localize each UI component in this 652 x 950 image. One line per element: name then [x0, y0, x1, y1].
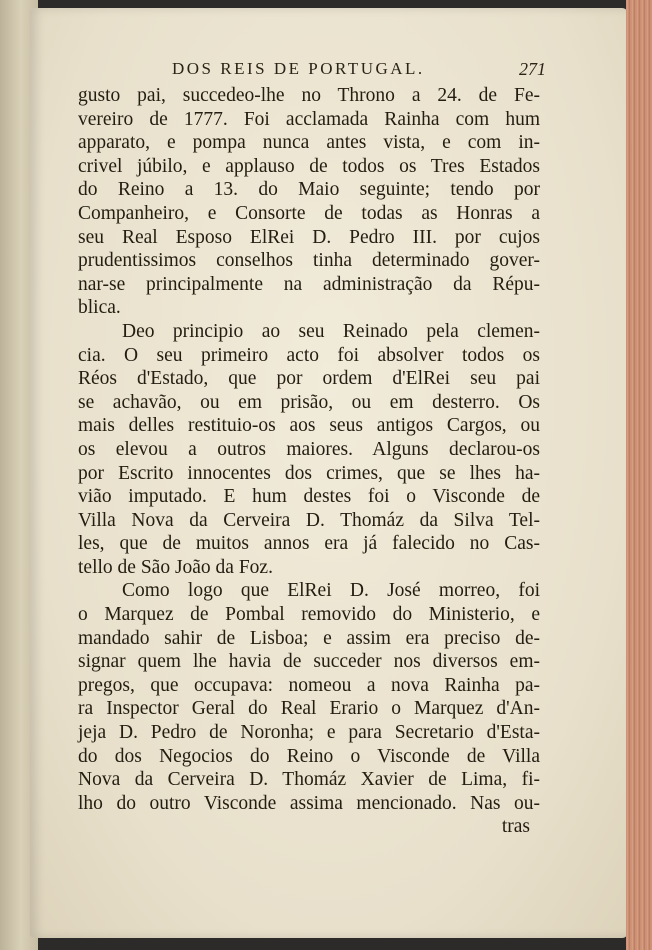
text-line: se achavão, ou em prisão, ou em desterro. Os: [78, 391, 540, 413]
text-line: vião imputado. E hum destes foi o Visconde de: [78, 486, 540, 508]
text-line: gusto pai, succedeo-lhe no Throno a 24. de Fe-: [78, 85, 540, 106]
text-line: Deo principio ao seu Reinado pela clemen-: [122, 320, 540, 342]
text-line: vereiro de 1777. Foi acclamada Rainha com hum: [78, 108, 540, 130]
body-text: [78, 84, 540, 839]
text-line: ra Inspector Geral do Real Erario o Marquez d'An-: [78, 698, 540, 720]
text-line: mais delles restituio-os aos seus antigos Cargos, ou: [78, 415, 540, 437]
text-line: do dos Negocios do Reino o Visconde de Villa: [78, 745, 540, 767]
text-line: por Escrito innocentes dos crimes, que se lhes ha-: [78, 462, 540, 484]
text-line: pregos, que occupava: nomeou a nova Rainha pa-: [78, 674, 540, 696]
text-line: do Reino a 13. do Maio seguinte; tendo por: [78, 179, 540, 201]
text-line: mandado sahir de Lisboa; e assim era preciso de-: [78, 627, 540, 649]
page-edges-right: [626, 0, 652, 950]
text-line: lho do outro Visconde assima mencionado. Nas ou-: [78, 792, 540, 814]
running-head: DOS REIS DE PORTUGAL.: [172, 59, 425, 78]
text-line: apparato, e pompa nunca antes vista, e com in-: [78, 132, 540, 154]
text-line: crivel júbilo, e applauso de todos os Tres Estados: [78, 155, 540, 177]
text-line: nar-se principalmente na administração da Répu-: [78, 273, 540, 295]
text-line: blica.: [78, 297, 121, 319]
page-number: 271: [519, 59, 546, 79]
text-line: Réos d'Estado, que por ordem d'ElRei seu pai: [78, 368, 540, 390]
text-line: Villa Nova da Cerveira D. Thomáz da Silva Tel-: [78, 509, 540, 531]
text-line: jeja D. Pedro de Noronha; e para Secretario d'Esta-: [78, 722, 540, 744]
text-line: cia. O seu primeiro acto foi absolver todos os: [78, 344, 540, 366]
text-line: Companheiro, e Consorte de todas as Honras a: [78, 202, 540, 224]
text-line: les, que de muitos annos era já falecido no Cas-: [78, 533, 540, 555]
catchword: tras: [501, 816, 530, 838]
text-line: prudentissimos conselhos tinha determinado gover-: [78, 250, 540, 272]
text-line: seu Real Esposo ElRei D. Pedro III. por cujos: [78, 226, 540, 248]
text-line: o Marquez de Pombal removido do Ministerio, e: [78, 604, 540, 626]
text-line: os elevou a outros maiores. Alguns declarou-os: [78, 438, 540, 460]
page-header: [110, 59, 546, 85]
text-line: tello de São João da Foz.: [78, 556, 273, 578]
text-line: Como logo que ElRei D. José morreo, foi: [122, 580, 540, 602]
text-line: Nova da Cerveira D. Thomáz Xavier de Lima, fi-: [78, 769, 540, 791]
text-line: signar quem lhe havia de succeder nos diversos em-: [78, 651, 540, 673]
